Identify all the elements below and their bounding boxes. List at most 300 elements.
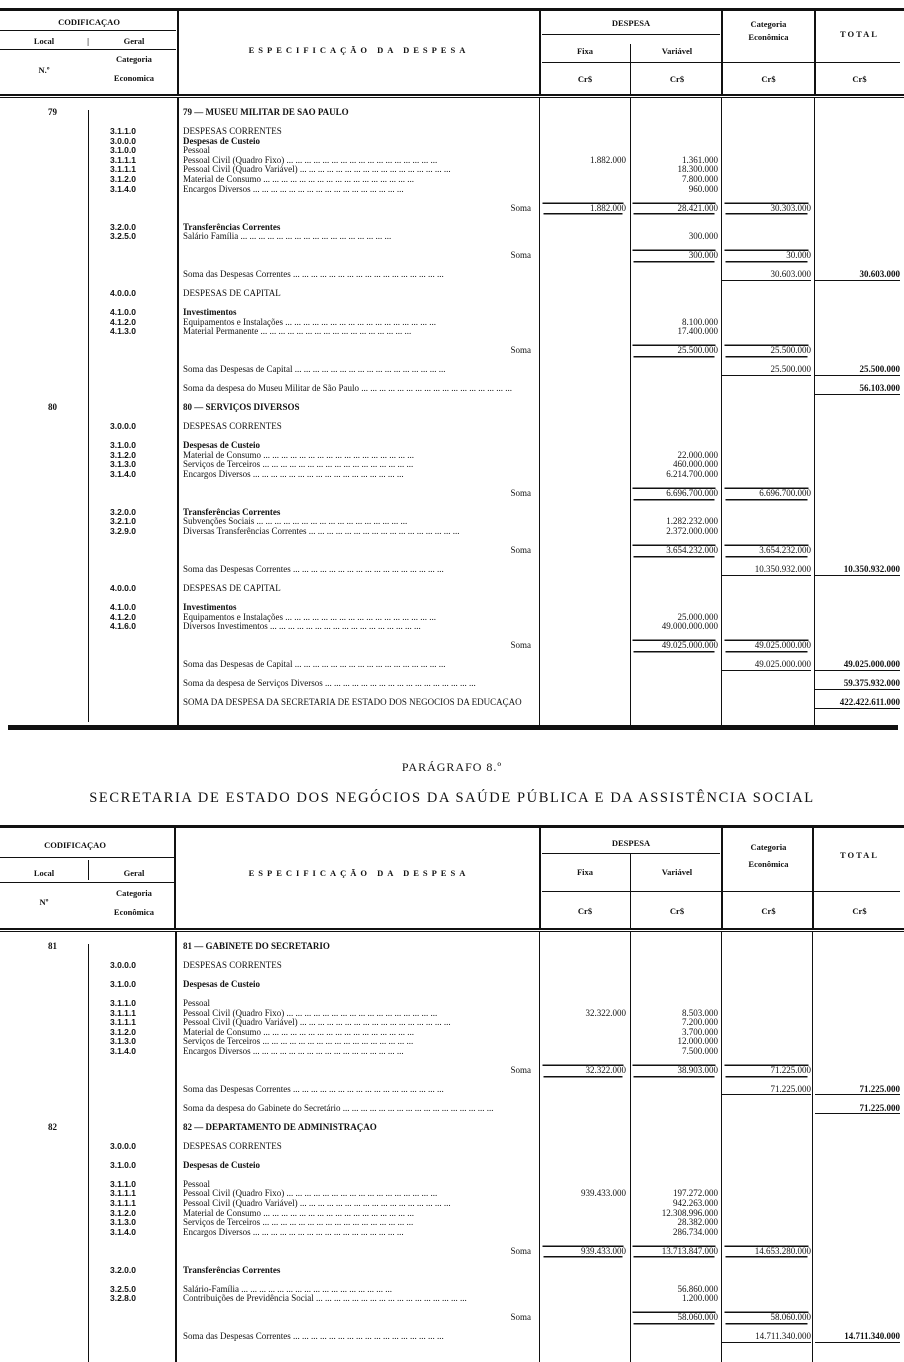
specification: SOMA DA DESPESA DA SECRETARIA DE ESTADO DOS NEGOCIOS DA EDUCAÇÃO bbox=[183, 698, 522, 708]
section-row bbox=[0, 1123, 904, 1133]
variavel-value: 300.000 bbox=[630, 251, 718, 261]
table-row bbox=[0, 584, 904, 594]
numero-label: N.º bbox=[38, 65, 50, 75]
total-label: TOTAL bbox=[840, 29, 879, 39]
geral-code: 4.1.3.0 bbox=[110, 327, 136, 337]
fixa-currency: Cr$ bbox=[577, 74, 593, 84]
specification: Soma das Despesas Correntes ... . bbox=[183, 1332, 535, 1342]
fixa-value: 32.322.000 bbox=[585, 1008, 626, 1018]
row-group bbox=[0, 223, 904, 242]
specification: Encargos Diversos ... . bbox=[183, 1047, 535, 1057]
specification: DESPESAS CORRENTES bbox=[183, 422, 282, 432]
row-group bbox=[0, 1104, 904, 1114]
total-value: 71.225.000 bbox=[815, 1104, 900, 1115]
geral-code: 3.2.1.0 bbox=[110, 517, 136, 527]
soma-row bbox=[0, 1247, 904, 1257]
secretaria-title: SECRETARIA DE ESTADO DOS NEGÓCIOS DA SAÚDE PÚBLICA E DA ASSISTÊNCIA SOCIAL bbox=[89, 790, 815, 806]
specification: DESPESAS CORRENTES bbox=[183, 126, 282, 136]
sum-row bbox=[0, 679, 904, 689]
sum-row bbox=[0, 270, 904, 280]
categoria-value: 14.653.280.000 bbox=[722, 1247, 811, 1257]
row-group bbox=[0, 422, 904, 432]
specification: Material de Consumo ... . bbox=[183, 1209, 535, 1219]
row-group bbox=[0, 999, 904, 1057]
table-row bbox=[0, 1285, 904, 1295]
total-label: TOTAL bbox=[840, 850, 879, 860]
soma-row bbox=[0, 1066, 904, 1076]
specification: 79 — MUSEU MILITAR DE SAO PAULO bbox=[183, 108, 349, 117]
specification: Encargos Diversos ... . bbox=[183, 1228, 535, 1238]
table-row bbox=[0, 1209, 904, 1219]
geral-code: 3.0.0.0 bbox=[110, 1141, 136, 1151]
table-row bbox=[0, 517, 904, 527]
categoria-value: 10.350.932.000 bbox=[722, 565, 811, 576]
specification: Despesas de Custeio bbox=[183, 136, 261, 146]
specification: Soma das Despesas Correntes ... . bbox=[183, 565, 535, 575]
row-group bbox=[0, 1161, 904, 1171]
geral-code: 3.1.4.0 bbox=[110, 184, 136, 194]
variavel-value: 7.800.000 bbox=[682, 174, 718, 184]
specification: Material de Consumo ... . bbox=[183, 451, 535, 461]
table-row bbox=[0, 1009, 904, 1019]
geral-code: 3.1.1.1 bbox=[110, 165, 136, 175]
categoria-value: 71.225.000 bbox=[722, 1085, 811, 1096]
specification: Soma da despesa do Museu Militar de São Paulo ... . bbox=[183, 384, 535, 394]
row-group bbox=[0, 204, 904, 214]
categoria-economica-line1: Categoria bbox=[750, 19, 787, 29]
categoria-economica-label bbox=[722, 18, 815, 44]
specification: DESPESAS CORRENTES bbox=[183, 1141, 282, 1151]
variavel-value: 25.500.000 bbox=[630, 346, 718, 356]
total-value: 422.422.611.000 bbox=[815, 698, 900, 709]
specification: Soma da despesa do Gabinete do Secretário ... . bbox=[183, 1104, 535, 1114]
geral-code: 3.1.2.0 bbox=[110, 174, 136, 184]
table-row bbox=[0, 308, 904, 318]
table-row bbox=[0, 999, 904, 1009]
geral-code: 3.2.0.0 bbox=[110, 222, 136, 232]
sum-row bbox=[0, 1085, 904, 1095]
despesa-label: DESPESA bbox=[611, 838, 651, 848]
table1-header bbox=[0, 8, 904, 98]
specification: Soma bbox=[510, 251, 531, 261]
variavel-value: 6.696.700.000 bbox=[630, 489, 718, 499]
table-row bbox=[0, 603, 904, 613]
categoria-value: 49.025.000.000 bbox=[722, 641, 811, 651]
specification: Encargos Diversos ... . bbox=[183, 470, 535, 480]
specification: Transferências Correntes bbox=[183, 222, 281, 232]
specification: Despesas de Custeio bbox=[183, 441, 261, 451]
specification: Material de Consumo ... . bbox=[183, 175, 535, 185]
table-row bbox=[0, 1047, 904, 1057]
table1-body bbox=[0, 98, 904, 726]
geral-code: 4.1.0.0 bbox=[110, 603, 136, 613]
total-value: 59.375.932.000 bbox=[815, 679, 900, 690]
table-row bbox=[0, 1028, 904, 1038]
row-group bbox=[0, 1180, 904, 1238]
variavel-value: 942.263.000 bbox=[673, 1199, 718, 1208]
specification: Salário-Família ... . bbox=[183, 1285, 535, 1295]
variavel-value: 18.300.000 bbox=[677, 165, 718, 175]
categoria-value: 25.500.000 bbox=[722, 365, 811, 376]
codificacao-label: CODIFICAÇAO bbox=[44, 840, 106, 850]
table-row bbox=[0, 613, 904, 623]
total-value: 49.025.000.000 bbox=[815, 660, 900, 671]
specification: Soma das Despesas Correntes ... . bbox=[183, 1085, 535, 1095]
variavel-value: 460.000.000 bbox=[673, 460, 718, 470]
total-value: 71.225.000 bbox=[815, 1085, 900, 1096]
variavel-value: 300.000 bbox=[688, 232, 718, 242]
specification: Diversas Transferências Correntes ... . bbox=[183, 527, 535, 537]
variavel-value: 3.700.000 bbox=[682, 1027, 718, 1037]
local-number: 82 bbox=[48, 1122, 57, 1132]
specification: Pessoal Civil (Quadro Fixo) ... . bbox=[183, 1009, 535, 1019]
geral-code: 3.1.4.0 bbox=[110, 469, 136, 479]
row-group bbox=[0, 308, 904, 337]
geral-code: 3.1.2.0 bbox=[110, 450, 136, 460]
row-group bbox=[0, 679, 904, 689]
categoria-currency: Cr$ bbox=[761, 906, 776, 916]
table-row bbox=[0, 1199, 904, 1209]
specification: DESPESAS CORRENTES bbox=[183, 960, 282, 970]
section-row bbox=[0, 108, 904, 118]
categoria-value: 30.603.000 bbox=[722, 270, 811, 281]
row-group bbox=[0, 1066, 904, 1076]
row-group bbox=[0, 508, 904, 537]
geral-code: 3.2.5.0 bbox=[110, 1284, 136, 1294]
specification: Pessoal bbox=[183, 998, 210, 1008]
table-row bbox=[0, 451, 904, 461]
table-row bbox=[0, 622, 904, 632]
specification: Transferências Correntes bbox=[183, 507, 281, 517]
specification: Equipamentos e Instalações ... . bbox=[183, 613, 535, 623]
geral-code: 3.1.0.0 bbox=[110, 1160, 136, 1170]
table-row bbox=[0, 980, 904, 990]
sum-row bbox=[0, 1332, 904, 1342]
geral-code: 3.1.4.0 bbox=[110, 1227, 136, 1237]
variavel-value: 17.400.000 bbox=[677, 327, 718, 337]
geral-code: 3.1.1.1 bbox=[110, 1189, 136, 1199]
specification: Pessoal Civil (Quadro Fixo) ... . bbox=[183, 156, 535, 166]
geral-code: 3.1.0.0 bbox=[110, 146, 136, 156]
variavel-value: 49.025.000.000 bbox=[630, 641, 718, 651]
row-group bbox=[0, 384, 904, 394]
geral-code: 3.2.0.0 bbox=[110, 507, 136, 517]
variavel-value: 1.361.000 bbox=[682, 155, 718, 165]
specification: Soma bbox=[510, 203, 531, 213]
variavel-value: 13.713.847.000 bbox=[630, 1247, 718, 1257]
specification: Soma bbox=[510, 1313, 531, 1323]
variavel-value: 28.382.000 bbox=[677, 1218, 718, 1228]
specification: Soma das Despesas de Capital ... . bbox=[183, 660, 535, 670]
table-row bbox=[0, 460, 904, 470]
specification: 82 — DEPARTAMENTO DE ADMINISTRAÇAO bbox=[183, 1122, 377, 1132]
row-group bbox=[0, 1085, 904, 1095]
variavel-value: 28.421.000 bbox=[630, 204, 718, 214]
categoria-value: 6.696.700.000 bbox=[722, 489, 811, 499]
sum-row bbox=[0, 565, 904, 575]
variavel-value: 3.654.232.000 bbox=[630, 546, 718, 556]
table-row bbox=[0, 318, 904, 328]
geral-code: 3.0.0.0 bbox=[110, 960, 136, 970]
table-row bbox=[0, 1218, 904, 1228]
specification: Pessoal Civil (Quadro Variável) ... . bbox=[183, 165, 535, 175]
variavel-value: 7.500.000 bbox=[682, 1046, 718, 1056]
specification: Pessoal Civil (Quadro Fixo) ... . bbox=[183, 1189, 535, 1199]
specification: Salário Família ... . bbox=[183, 232, 535, 242]
total-value: 14.711.340.000 bbox=[815, 1332, 900, 1343]
section-row bbox=[0, 403, 904, 413]
local-number: 80 bbox=[48, 403, 57, 413]
row-group bbox=[0, 441, 904, 479]
soma-row bbox=[0, 1313, 904, 1323]
specification: Soma bbox=[510, 1246, 531, 1256]
row-group bbox=[0, 1285, 904, 1304]
table-row bbox=[0, 137, 904, 147]
total-value: 56.103.000 bbox=[815, 384, 900, 395]
sum-row bbox=[0, 660, 904, 670]
economica-label: Econômica bbox=[113, 907, 155, 917]
fixa-label: Fixa bbox=[576, 46, 594, 56]
geral-code: 4.0.0.0 bbox=[110, 289, 136, 299]
specification: Encargos Diversos ... . bbox=[183, 185, 535, 195]
geral-code: 3.1.1.0 bbox=[110, 998, 136, 1008]
table-row bbox=[0, 527, 904, 537]
variavel-value: 8.503.000 bbox=[682, 1008, 718, 1018]
geral-code: 4.1.2.0 bbox=[110, 612, 136, 622]
codificacao-label: CODIFICAÇAO bbox=[58, 17, 120, 27]
geral-code: 3.0.0.0 bbox=[110, 422, 136, 432]
table-row bbox=[0, 146, 904, 156]
specification: Soma das Despesas Correntes ... . bbox=[183, 270, 535, 280]
geral-code: 3.1.1.1 bbox=[110, 1008, 136, 1018]
geral-code: 3.1.3.0 bbox=[110, 1037, 136, 1047]
specification: Soma da despesa de Serviços Diversos ... . bbox=[183, 679, 535, 689]
specification: Transferências Correntes bbox=[183, 1265, 281, 1275]
specification: Investimentos bbox=[183, 603, 237, 613]
categoria-value: 14.711.340.000 bbox=[722, 1332, 811, 1343]
specification: Equipamentos e Instalações ... . bbox=[183, 318, 535, 328]
variavel-currency: Cr$ bbox=[669, 74, 685, 84]
variavel-label: Variável bbox=[661, 46, 693, 56]
table-row bbox=[0, 1294, 904, 1304]
categoria-value: 25.500.000 bbox=[722, 346, 811, 356]
specification: Pessoal bbox=[183, 146, 210, 156]
geral-label: Geral bbox=[123, 868, 145, 878]
row-group bbox=[0, 1313, 904, 1323]
variavel-value: 22.000.000 bbox=[677, 450, 718, 460]
fixa-currency: Cr$ bbox=[577, 906, 593, 916]
geral-code: 3.1.0.0 bbox=[110, 979, 136, 989]
specification: Serviços de Terceiros ... . bbox=[183, 460, 535, 470]
table-row bbox=[0, 508, 904, 518]
table-row bbox=[0, 232, 904, 242]
table-row bbox=[0, 1189, 904, 1199]
table2-body bbox=[0, 932, 904, 1362]
row-group bbox=[0, 489, 904, 499]
total-currency: Cr$ bbox=[852, 906, 867, 916]
table-row bbox=[0, 1142, 904, 1152]
especificacao-title: ESPECIFICAÇÃO DA DESPESA bbox=[248, 45, 470, 55]
specification: Pessoal Civil (Quadro Variável) ... . bbox=[183, 1018, 535, 1028]
geral-code: 3.1.4.0 bbox=[110, 1046, 136, 1056]
table1-bottom-rule bbox=[8, 725, 898, 730]
specification: Despesas de Custeio bbox=[183, 979, 261, 989]
table-row bbox=[0, 223, 904, 233]
economica-label: Economica bbox=[113, 73, 155, 83]
categoria-economica-label bbox=[722, 839, 815, 873]
row-group bbox=[0, 1123, 904, 1133]
row-group bbox=[0, 1247, 904, 1257]
specification: Material Permanente ... . bbox=[183, 327, 535, 337]
categoria-value: 30.000 bbox=[722, 251, 811, 261]
categoria-economica-line1: Categoria bbox=[750, 842, 787, 852]
table-row bbox=[0, 165, 904, 175]
specification: DESPESAS DE CAPITAL bbox=[183, 289, 281, 299]
row-group bbox=[0, 289, 904, 299]
geral-code: 4.1.0.0 bbox=[110, 308, 136, 318]
table-row bbox=[0, 185, 904, 195]
row-group bbox=[0, 1332, 904, 1342]
table-row bbox=[0, 961, 904, 971]
variavel-value: 2.372.000.000 bbox=[666, 527, 718, 537]
fixa-value: 32.322.000 bbox=[540, 1066, 626, 1076]
variavel-value: 25.000.000 bbox=[677, 612, 718, 622]
table-row bbox=[0, 441, 904, 451]
categoria-label: Categoria bbox=[116, 54, 152, 64]
specification: Pessoal bbox=[183, 1179, 210, 1189]
geral-code: 3.1.2.0 bbox=[110, 1027, 136, 1037]
geral-code: 4.1.2.0 bbox=[110, 317, 136, 327]
row-group bbox=[0, 584, 904, 594]
table-row bbox=[0, 1161, 904, 1171]
specification: Soma bbox=[510, 346, 531, 356]
row-group bbox=[0, 127, 904, 194]
specification: DESPESAS DE CAPITAL bbox=[183, 584, 281, 594]
variavel-value: 12.308.996.000 bbox=[661, 1208, 718, 1218]
row-group bbox=[0, 108, 904, 118]
geral-code: 3.1.1.1 bbox=[110, 1199, 136, 1208]
row-group bbox=[0, 961, 904, 971]
specification: 81 — GABINETE DO SECRETARIO bbox=[183, 942, 330, 951]
variavel-value: 7.200.000 bbox=[682, 1018, 718, 1028]
categoria-label: Categoria bbox=[116, 888, 152, 898]
numero-label: Nº bbox=[39, 897, 49, 907]
geral-code: 3.1.1.1 bbox=[110, 1018, 136, 1028]
total-value: 10.350.932.000 bbox=[815, 565, 900, 576]
variavel-value: 286.734.000 bbox=[673, 1227, 718, 1237]
table-row bbox=[0, 127, 904, 137]
local-number: 81 bbox=[48, 942, 57, 951]
soma-row bbox=[0, 251, 904, 261]
row-group bbox=[0, 980, 904, 990]
variavel-value: 56.860.000 bbox=[677, 1284, 718, 1294]
variavel-value: 960.000 bbox=[688, 184, 718, 194]
geral-code: 3.2.9.0 bbox=[110, 527, 136, 537]
despesa-label: DESPESA bbox=[611, 18, 651, 28]
row-group bbox=[0, 270, 904, 280]
variavel-value: 1.200.000 bbox=[682, 1294, 718, 1304]
specification: Despesas de Custeio bbox=[183, 1160, 261, 1170]
local-geral-divider: | bbox=[87, 36, 89, 46]
fixa-value: 1.882.000 bbox=[590, 155, 626, 165]
specification: Diversos Investimentos ... . bbox=[183, 622, 535, 632]
total-value: 25.500.000 bbox=[815, 365, 900, 376]
table-row bbox=[0, 698, 904, 717]
table-row bbox=[0, 1266, 904, 1276]
categoria-value: 3.654.232.000 bbox=[722, 546, 811, 556]
specification: Contribuições de Previdência Social ... . bbox=[183, 1294, 535, 1304]
row-group bbox=[0, 1266, 904, 1276]
section-row bbox=[0, 942, 904, 952]
row-group bbox=[0, 942, 904, 952]
row-group bbox=[0, 403, 904, 413]
variavel-value: 197.272.000 bbox=[673, 1189, 718, 1199]
row-group bbox=[0, 346, 904, 356]
row-group bbox=[0, 251, 904, 261]
fixa-value: 1.882.000 bbox=[540, 204, 626, 214]
specification: Serviços de Terceiros ... . bbox=[183, 1037, 535, 1047]
soma-row bbox=[0, 641, 904, 651]
soma-row bbox=[0, 489, 904, 499]
specification: Soma bbox=[510, 488, 531, 498]
geral-code: 3.1.0.0 bbox=[110, 441, 136, 451]
geral-code: 3.1.3.0 bbox=[110, 460, 136, 470]
geral-code: 3.2.5.0 bbox=[110, 232, 136, 242]
table-row bbox=[0, 422, 904, 432]
table-row bbox=[0, 175, 904, 185]
row-group bbox=[0, 1142, 904, 1152]
local-number: 79 bbox=[48, 108, 57, 117]
categoria-value: 30.303.000 bbox=[722, 204, 811, 214]
geral-code: 3.0.0.0 bbox=[110, 136, 136, 146]
specification: Subvenções Sociais ... . bbox=[183, 517, 535, 527]
categoria-value: 58.060.000 bbox=[722, 1313, 811, 1323]
geral-code: 3.1.1.1 bbox=[110, 155, 136, 165]
table-row bbox=[0, 289, 904, 299]
variavel-value: 58.060.000 bbox=[630, 1313, 718, 1323]
geral-code: 3.1.2.0 bbox=[110, 1208, 136, 1218]
variavel-value: 1.282.232.000 bbox=[666, 517, 718, 527]
specification: Investimentos bbox=[183, 308, 237, 318]
sum-row bbox=[0, 1104, 904, 1114]
table-row bbox=[0, 327, 904, 337]
variavel-label: Variável bbox=[661, 867, 693, 877]
fixa-label: Fixa bbox=[576, 867, 594, 877]
specification: Soma das Despesas de Capital ... . bbox=[183, 365, 535, 375]
table-row bbox=[0, 1228, 904, 1238]
row-group bbox=[0, 565, 904, 575]
row-group bbox=[0, 698, 904, 717]
geral-code: 3.2.0.0 bbox=[110, 1265, 136, 1275]
table-row bbox=[0, 1018, 904, 1028]
geral-code: 3.1.1.0 bbox=[110, 1179, 136, 1189]
variavel-value: 6.214.700.000 bbox=[666, 469, 718, 479]
total-value: 30.603.000 bbox=[815, 270, 900, 281]
soma-row bbox=[0, 546, 904, 556]
table-row bbox=[0, 156, 904, 166]
table-row bbox=[0, 1037, 904, 1047]
specification: Serviços de Terceiros ... . bbox=[183, 1218, 535, 1228]
total-currency: Cr$ bbox=[852, 74, 867, 84]
variavel-value: 12.000.000 bbox=[677, 1037, 718, 1047]
table-row bbox=[0, 470, 904, 480]
row-group bbox=[0, 365, 904, 375]
row-group bbox=[0, 641, 904, 651]
especificacao-title: ESPECIFICAÇÃO DA DESPESA bbox=[248, 868, 470, 878]
local-label: Local bbox=[33, 868, 55, 878]
sum-row bbox=[0, 365, 904, 375]
variavel-value: 49.000.000.000 bbox=[661, 622, 718, 632]
